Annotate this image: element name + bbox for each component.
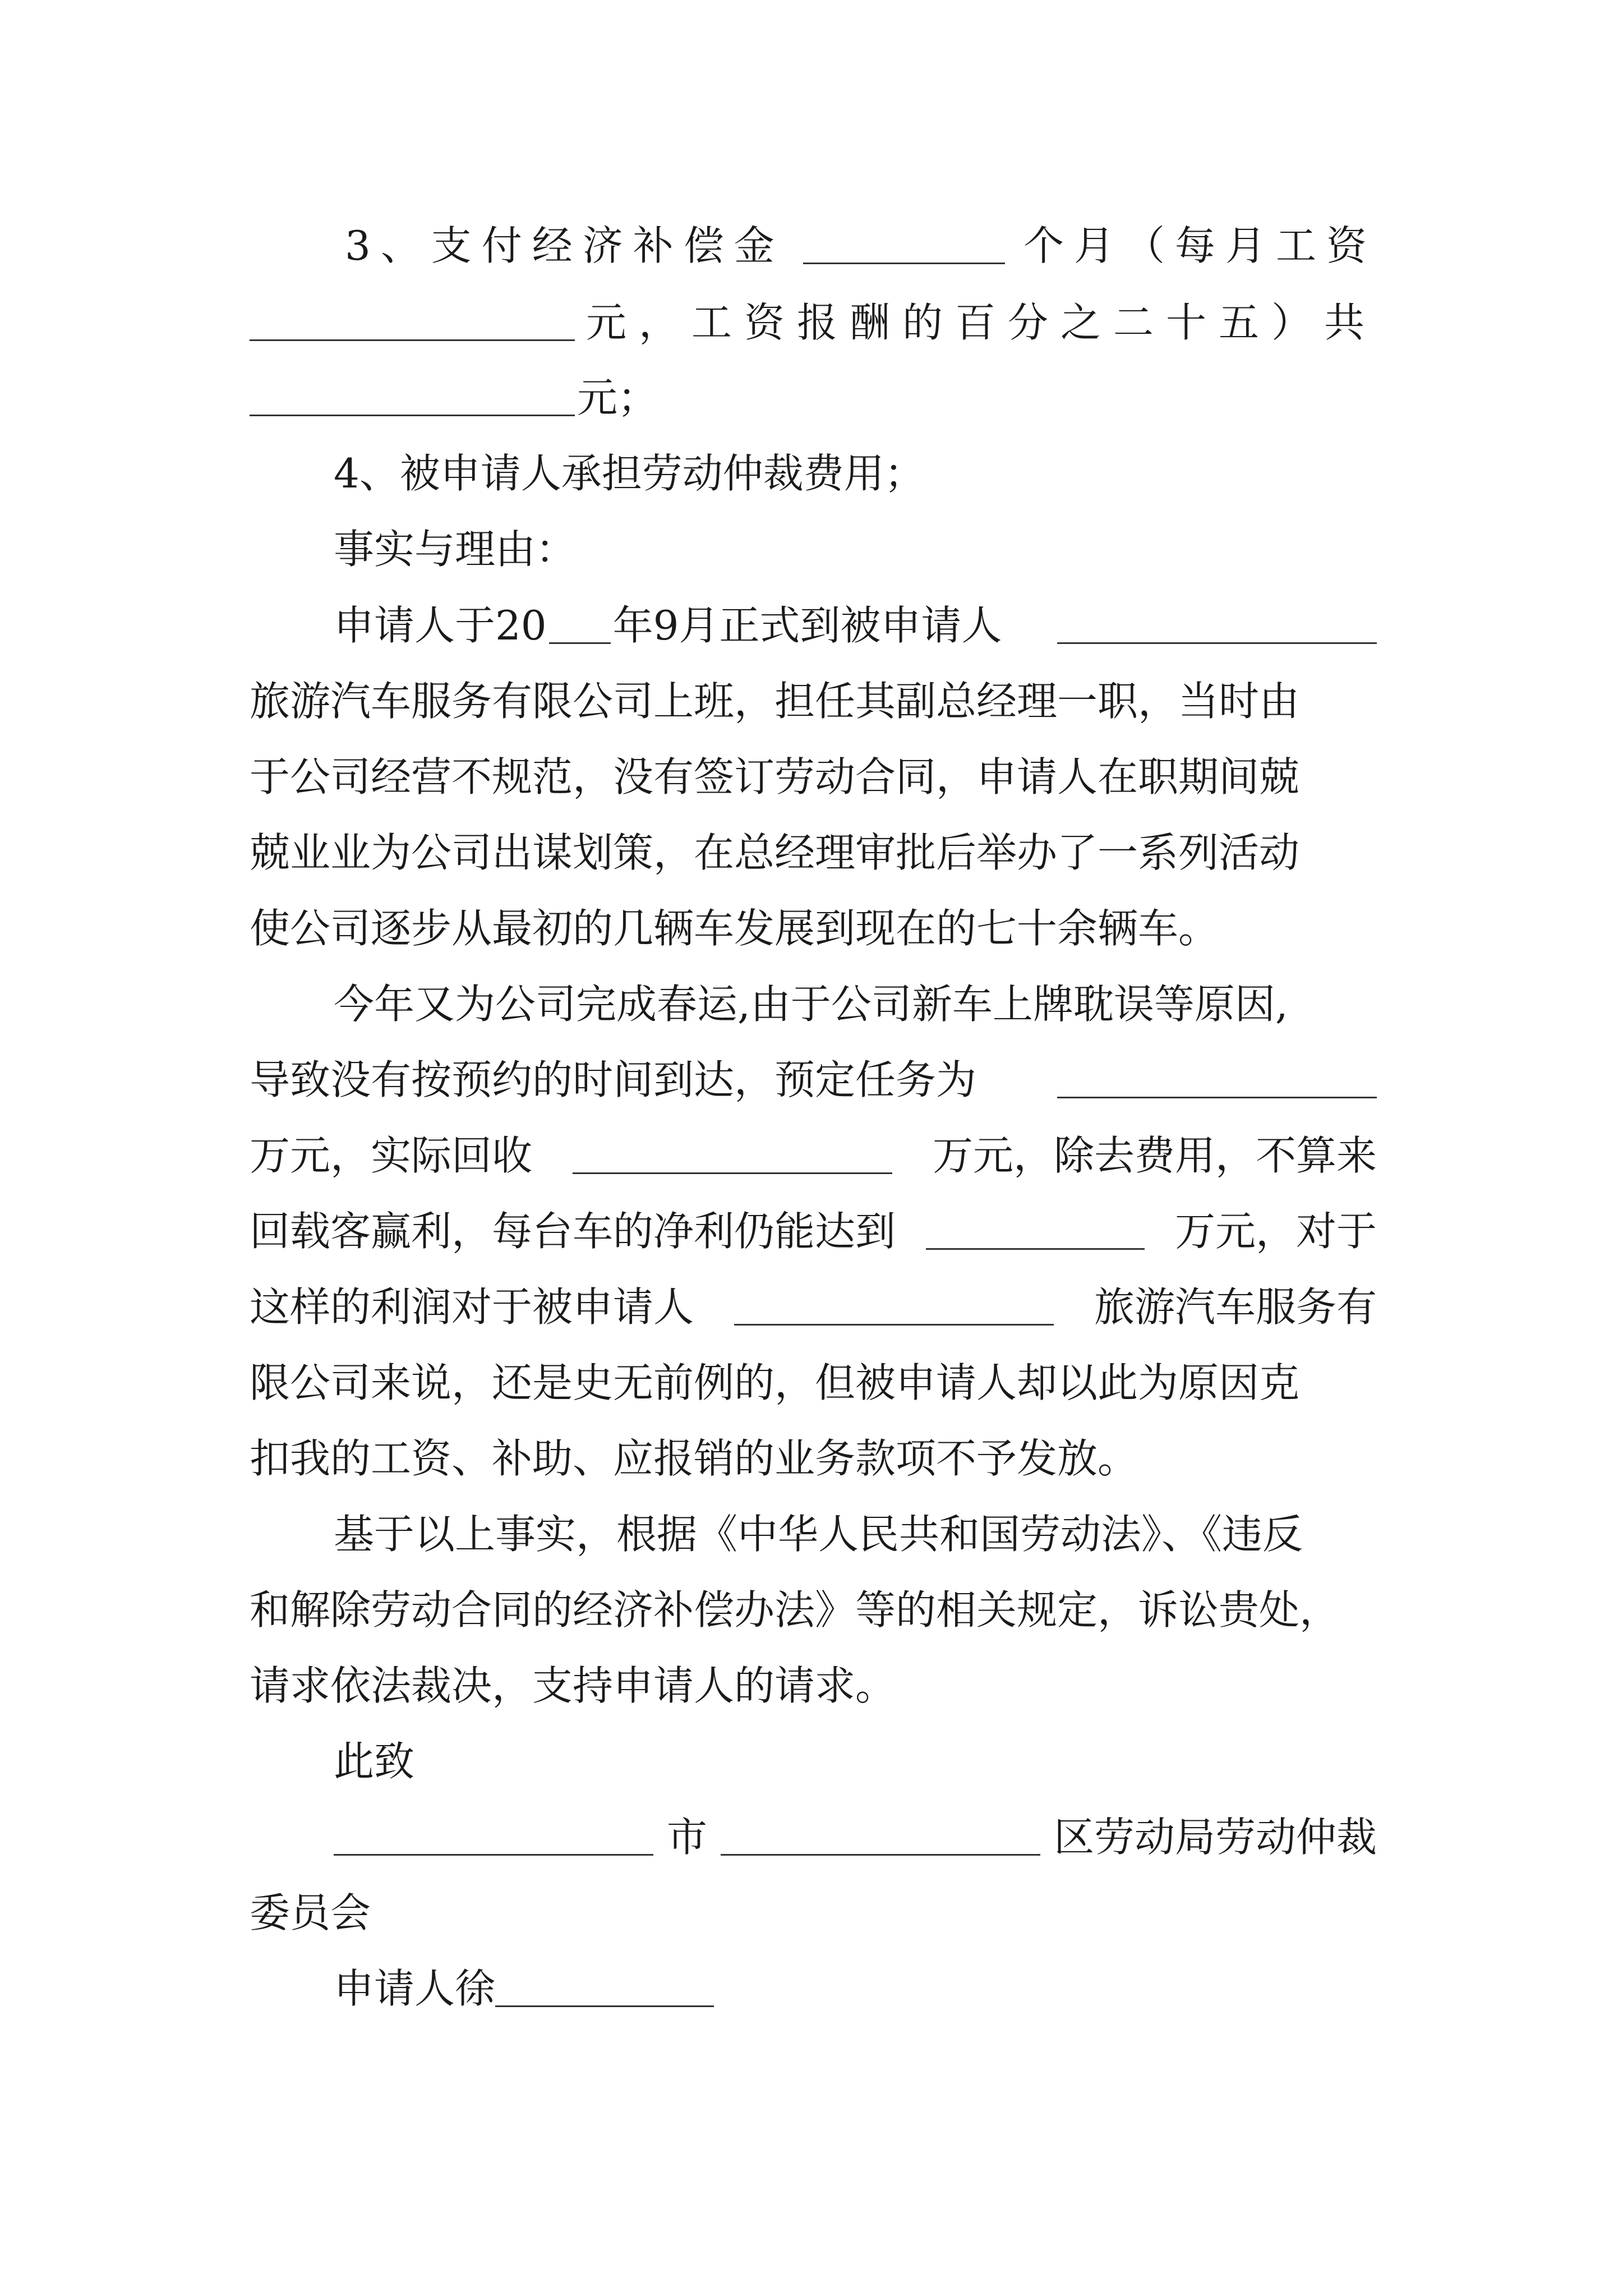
paragraph-line: 今年又为公司完成春运,由于公司新车上牌耽误等原因, [334, 981, 1288, 1028]
paragraph-line: 委员会 [250, 1889, 371, 1936]
text-run: 万元，对于 [1174, 1208, 1377, 1255]
paragraph-line: 于公司经营不规范，没有签订劳动合同，申请人在职期间兢 [250, 753, 1300, 800]
text-run: 个月（每月工资 [1023, 222, 1377, 269]
paragraph-line [250, 1049, 1377, 1111]
text-run: 回载客赢利，每台车的净利仍能达到 [250, 1208, 896, 1255]
paragraph-line [250, 367, 1377, 429]
text-run: 申请人于20 年9月正式到被申请人 [334, 602, 1002, 649]
paragraph-line [250, 292, 1377, 353]
paragraph-line [250, 1125, 1377, 1186]
text-run: 导致没有按预约的时间到达，预定任务为 [250, 1056, 977, 1103]
fill-blank [1057, 642, 1377, 644]
text-run: 旅游汽车服务有 [1094, 1283, 1377, 1331]
text-run: 万元，实际回收 [250, 1132, 533, 1179]
text-run: 这样的利润对于被申请人 [250, 1283, 694, 1331]
text-run: 元，工资报酬的百分之二十五）共 [585, 299, 1377, 346]
fill-blank [573, 1172, 892, 1174]
paragraph-line [250, 215, 1377, 277]
paragraph-line [250, 1958, 1377, 2019]
paragraph-line [250, 1276, 1377, 1338]
text-run: 3、支付经济补偿金 [345, 222, 785, 269]
paragraph-line: 此致 [334, 1738, 415, 1785]
paragraph-line: 旅游汽车服务有限公司上班，担任其副总经理一职，当时由 [250, 678, 1300, 725]
paragraph-line [250, 1806, 1377, 1868]
text-run: 万元，除去费用，不算来 [932, 1132, 1377, 1179]
paragraph-line: 兢业业为公司出谋划策，在总经理审批后举办了一系列活动 [250, 829, 1300, 876]
fill-blank [250, 339, 575, 341]
paragraph-line: 事实与理由： [334, 526, 577, 573]
text-run: 申请人徐 [334, 1965, 496, 2012]
paragraph-line: 4、被申请人承担劳动仲裁费用； [334, 450, 925, 497]
fill-blank [250, 414, 575, 416]
paragraph-line: 扣我的工资、补助、应报销的业务款项不予发放。 [250, 1435, 1138, 1482]
text-run: 元； [577, 374, 658, 421]
paragraph-line: 请求依法裁决，支持申请人的请求。 [250, 1662, 896, 1709]
paragraph-line: 使公司逐步从最初的几辆车发展到现在的七十余辆车。 [250, 905, 1219, 952]
fill-blank [926, 1248, 1145, 1250]
paragraph-line: 和解除劳动合同的经济补偿办法》等的相关规定，诉讼贵处， [250, 1586, 1340, 1634]
fill-blank [721, 1853, 1040, 1856]
fill-blank [334, 1853, 653, 1856]
fill-blank [549, 642, 611, 644]
fill-blank [803, 262, 1005, 264]
text-run: 区劳动局劳动仲裁 [1053, 1814, 1377, 1861]
paragraph-line [250, 595, 1377, 656]
paragraph-line [250, 1200, 1377, 1262]
fill-blank [734, 1323, 1054, 1326]
fill-blank [1057, 1096, 1377, 1098]
text-run: 市 [666, 1814, 707, 1861]
paragraph-line: 基于以上事实，根据《中华人民共和国劳动法》、《违反 [334, 1511, 1303, 1558]
paragraph-line: 限公司来说，还是史无前例的，但被申请人却以此为原因克 [250, 1359, 1300, 1406]
fill-blank [495, 2005, 714, 2007]
